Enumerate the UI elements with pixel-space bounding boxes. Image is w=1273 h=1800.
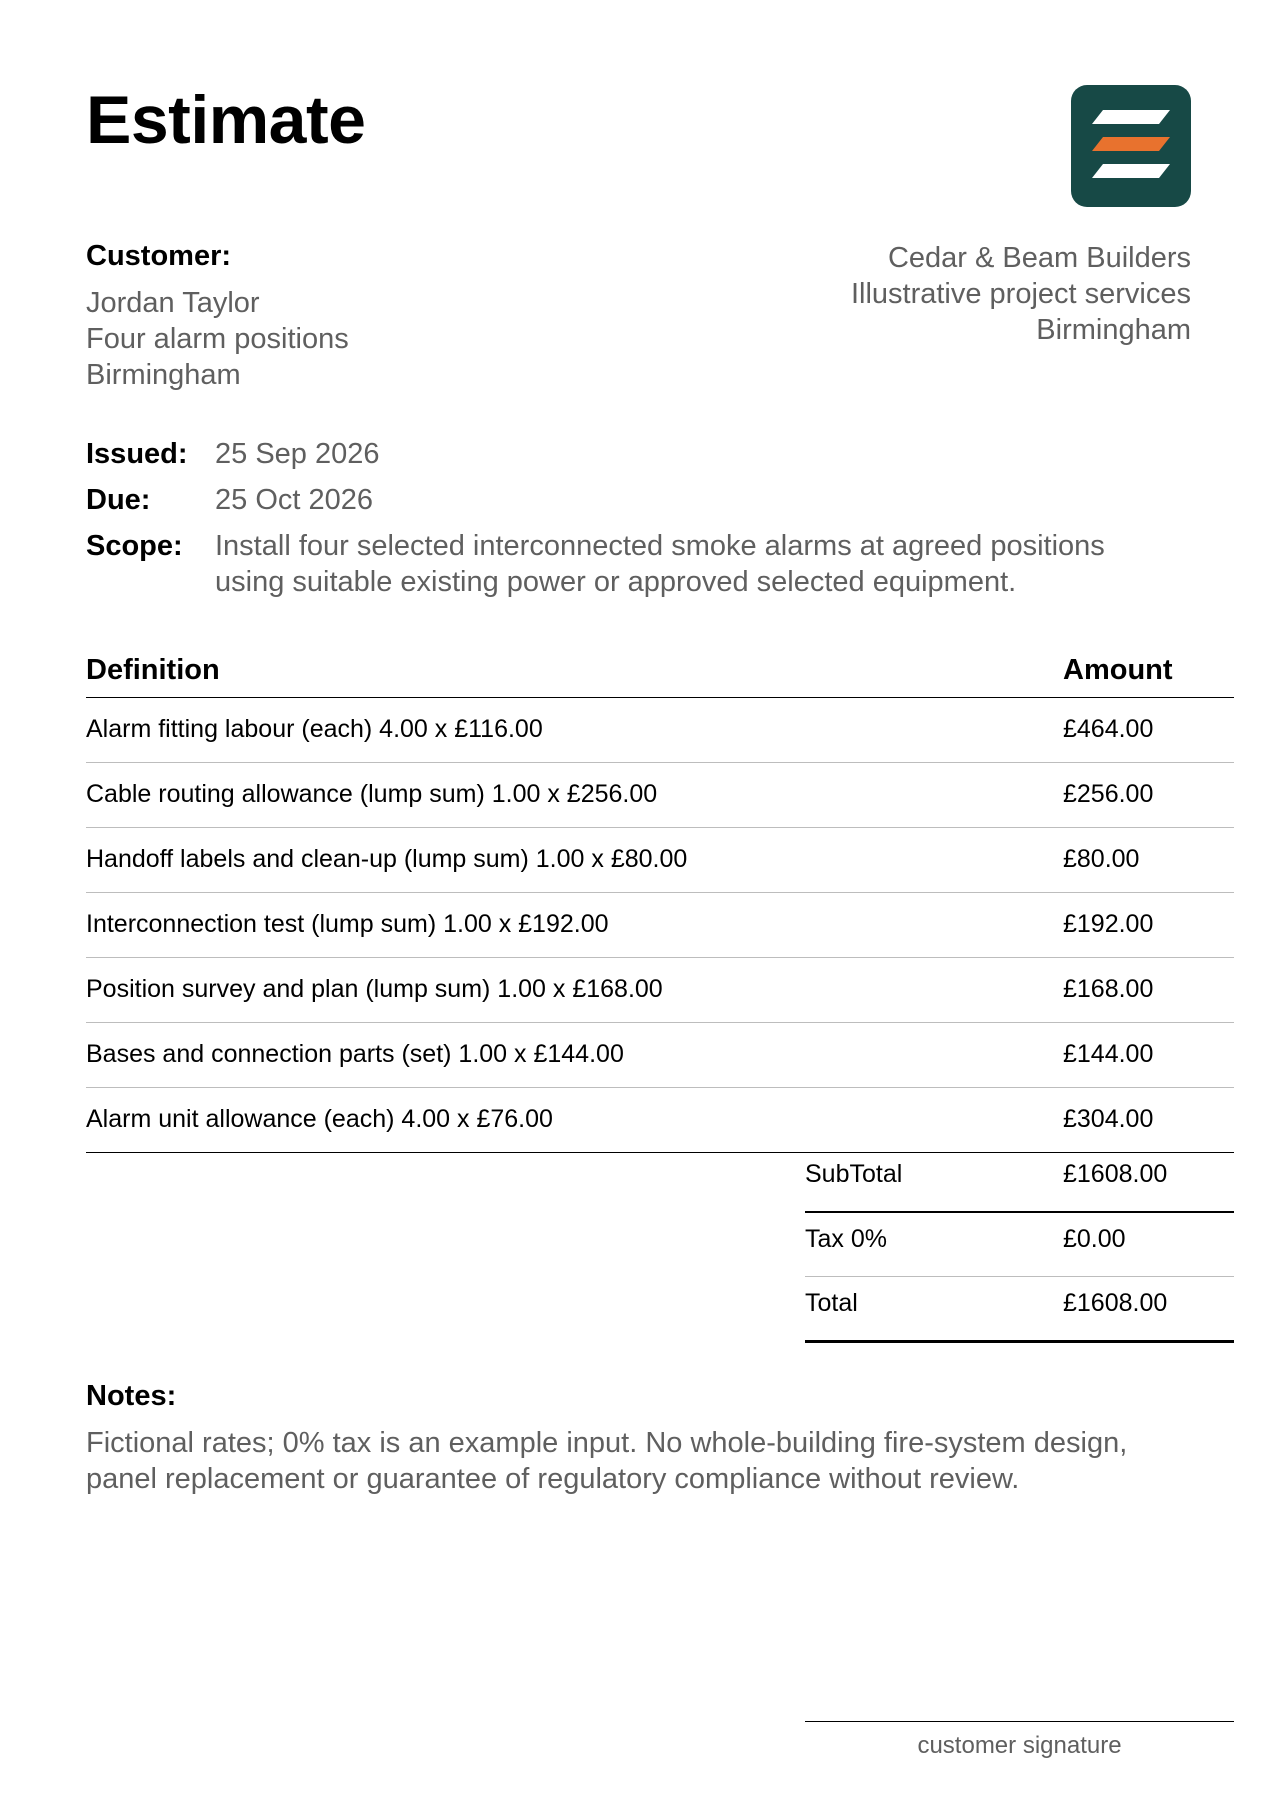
table-row: [86, 893, 1234, 958]
notes-text: [86, 1425, 1246, 1497]
table-header: [86, 650, 1234, 698]
company-city: Birmingham: [1036, 314, 1191, 346]
company-tagline: Illustrative project services: [850, 278, 1191, 310]
notes-label: Notes:: [86, 1380, 177, 1412]
scope-text: [215, 528, 1215, 600]
due-date: 25 Oct 2026: [215, 484, 373, 516]
row-definition: Bases and connection parts (set) 1.00 x £144.00: [86, 1040, 624, 1068]
notes-line: panel replacement or guarantee of regulatory compliance without review.: [86, 1463, 1020, 1495]
company-logo: [1071, 85, 1191, 207]
document-title: Estimate: [86, 82, 366, 158]
total-value: £1608.00: [1063, 1289, 1168, 1317]
stacked-layers-logo-icon: [1071, 85, 1191, 207]
subtotal-row: [805, 1148, 1234, 1213]
due-label: Due:: [86, 484, 151, 516]
row-amount: £144.00: [1063, 1040, 1154, 1068]
table-row: [86, 958, 1234, 1023]
customer-city: Birmingham: [86, 359, 241, 391]
total-label: Total: [805, 1289, 858, 1317]
table-row: [86, 1023, 1234, 1088]
row-amount: £464.00: [1063, 715, 1154, 743]
header-definition: Definition: [86, 654, 220, 686]
customer-block: [86, 285, 349, 393]
tax-row: [805, 1213, 1234, 1277]
table-row: [86, 1088, 1234, 1153]
signature-line: [805, 1721, 1234, 1722]
customer-name: Jordan Taylor: [86, 287, 260, 319]
total-row: [805, 1277, 1234, 1343]
company-name: Cedar & Beam Builders: [887, 242, 1191, 274]
row-definition: Handoff labels and clean-up (lump sum) 1.00 x £80.00: [86, 845, 688, 873]
subtotal-value: £1608.00: [1063, 1160, 1168, 1188]
subtotal-label: SubTotal: [805, 1160, 903, 1188]
scope-line: Install four selected interconnected smoke alarms at agreed positions: [215, 530, 1105, 562]
table-row: [86, 828, 1234, 893]
issued-date: 25 Sep 2026: [215, 438, 380, 470]
totals-block: [805, 1148, 1234, 1343]
row-definition: Position survey and plan (lump sum) 1.00 x £168.00: [86, 975, 663, 1003]
customer-project: Four alarm positions: [86, 323, 349, 355]
row-definition: Alarm unit allowance (each) 4.00 x £76.00: [86, 1105, 553, 1133]
row-amount: £168.00: [1063, 975, 1154, 1003]
row-amount: £192.00: [1063, 910, 1154, 938]
table-row: [86, 698, 1234, 763]
tax-label: Tax 0%: [805, 1225, 887, 1253]
table-row: [86, 763, 1234, 828]
row-definition: Cable routing allowance (lump sum) 1.00 x £256.00: [86, 780, 658, 808]
scope-label: Scope:: [86, 530, 183, 562]
issued-label: Issued:: [86, 438, 188, 470]
scope-line: using suitable existing power or approved selected equipment.: [215, 566, 1017, 598]
row-amount: £256.00: [1063, 780, 1154, 808]
row-amount: £304.00: [1063, 1105, 1154, 1133]
row-definition: Interconnection test (lump sum) 1.00 x £192.00: [86, 910, 609, 938]
signature-label: customer signature: [917, 1732, 1122, 1759]
row-amount: £80.00: [1063, 845, 1140, 873]
customer-label: Customer:: [86, 240, 232, 272]
header-amount: Amount: [1063, 654, 1173, 686]
company-block: [851, 240, 1191, 348]
row-definition: Alarm fitting labour (each) 4.00 x £116.00: [86, 715, 543, 743]
tax-value: £0.00: [1063, 1225, 1126, 1253]
notes-line: Fictional rates; 0% tax is an example input. No whole-building fire-system design,: [86, 1427, 1128, 1459]
line-items-table: [86, 650, 1234, 1153]
